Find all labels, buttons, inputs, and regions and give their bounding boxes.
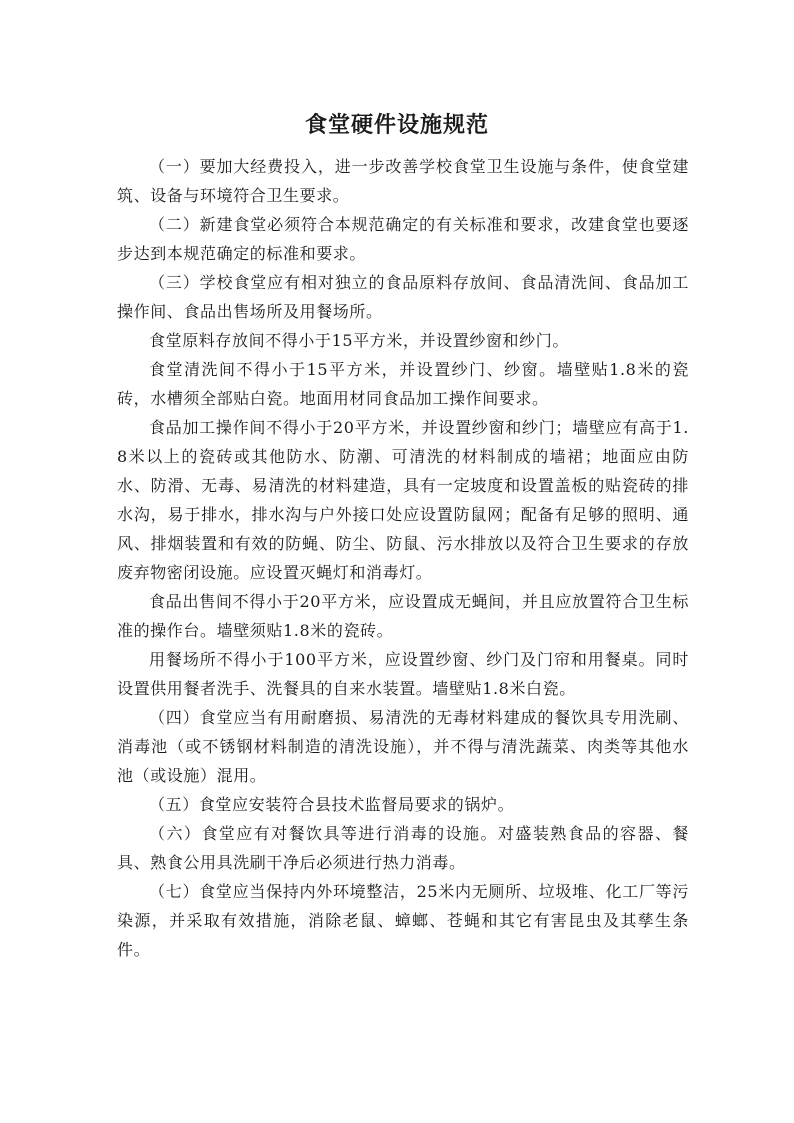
paragraph-6: 食品加工操作间不得小于20平方米，并设置纱窗和纱门；墙壁应有高于1.8米以上的瓷砖或其他防水、防潮、可清洗的材料制成的墙裙；地面应由防水、防滑、无毒、易清洗的材料建造，具有一定坡度和设置盖板的贴瓷砖的排水沟，易于排水，排水沟与户外接口处应设置防鼠网；配备有足够的照明、通风、排烟装置和有效的防蝇、防尘、防鼠、污水排放以及符合卫生要求的存放废弃物密闭设施。应设置灭蝇灯和消毒灯。 [117, 418, 689, 582]
paragraph-8: 用餐场所不得小于100平方米，应设置纱窗、纱门及门帘和用餐桌。同时设置供用餐者洗手、洗餐具的自来水装置。墙壁贴1.8米白瓷。 [117, 650, 689, 698]
paragraph-4: 食堂原料存放间不得小于15平方米，并设置纱窗和纱门。 [149, 331, 569, 350]
document-title: 食堂硬件设施规范 [304, 111, 489, 138]
document-body [117, 152, 689, 964]
paragraph-3: （三）学校食堂应有相对独立的食品原料存放间、食品清洗间、食品加工操作间、食品出售场所及用餐场所。 [117, 273, 689, 321]
paragraph-12: （七）食堂应当保持内外环境整洁，25米内无厕所、垃圾堆、化工厂等污染源，并采取有效措施，消除老鼠、蟑螂、苍蝇和其它有害昆虫及其孳生条件。 [117, 882, 689, 959]
paragraph-1: （一）要加大经费投入，进一步改善学校食堂卫生设施与条件，使食堂建筑、设备与环境符合卫生要求。 [117, 157, 689, 205]
paragraph-10: （五）食堂应安装符合县技术监督局要求的锅炉。 [149, 795, 515, 814]
paragraph-2: （二）新建食堂必须符合本规范确定的有关标准和要求，改建食堂也要逐步达到本规范确定的标准和要求。 [117, 215, 689, 263]
paragraph-11: （六）食堂应有对餐饮具等进行消毒的设施。对盛装熟食品的容器、餐具、熟食公用具洗刷干净后必须进行热力消毒。 [117, 824, 689, 872]
paragraph-7: 食品出售间不得小于20平方米，应设置成无蝇间，并且应放置符合卫生标准的操作台。墙壁须贴1.8米的瓷砖。 [117, 592, 689, 640]
paragraph-5: 食堂清洗间不得小于15平方米，并设置纱门、纱窗。墙壁贴1.8米的瓷砖，水槽须全部贴白瓷。地面用材同食品加工操作间要求。 [117, 360, 689, 408]
paragraph-9: （四）食堂应当有用耐磨损、易清洗的无毒材料建成的餐饮具专用洗刷、消毒池（或不锈钢材料制造的清洗设施），并不得与清洗蔬菜、肉类等其他水池（或设施）混用。 [117, 708, 689, 785]
